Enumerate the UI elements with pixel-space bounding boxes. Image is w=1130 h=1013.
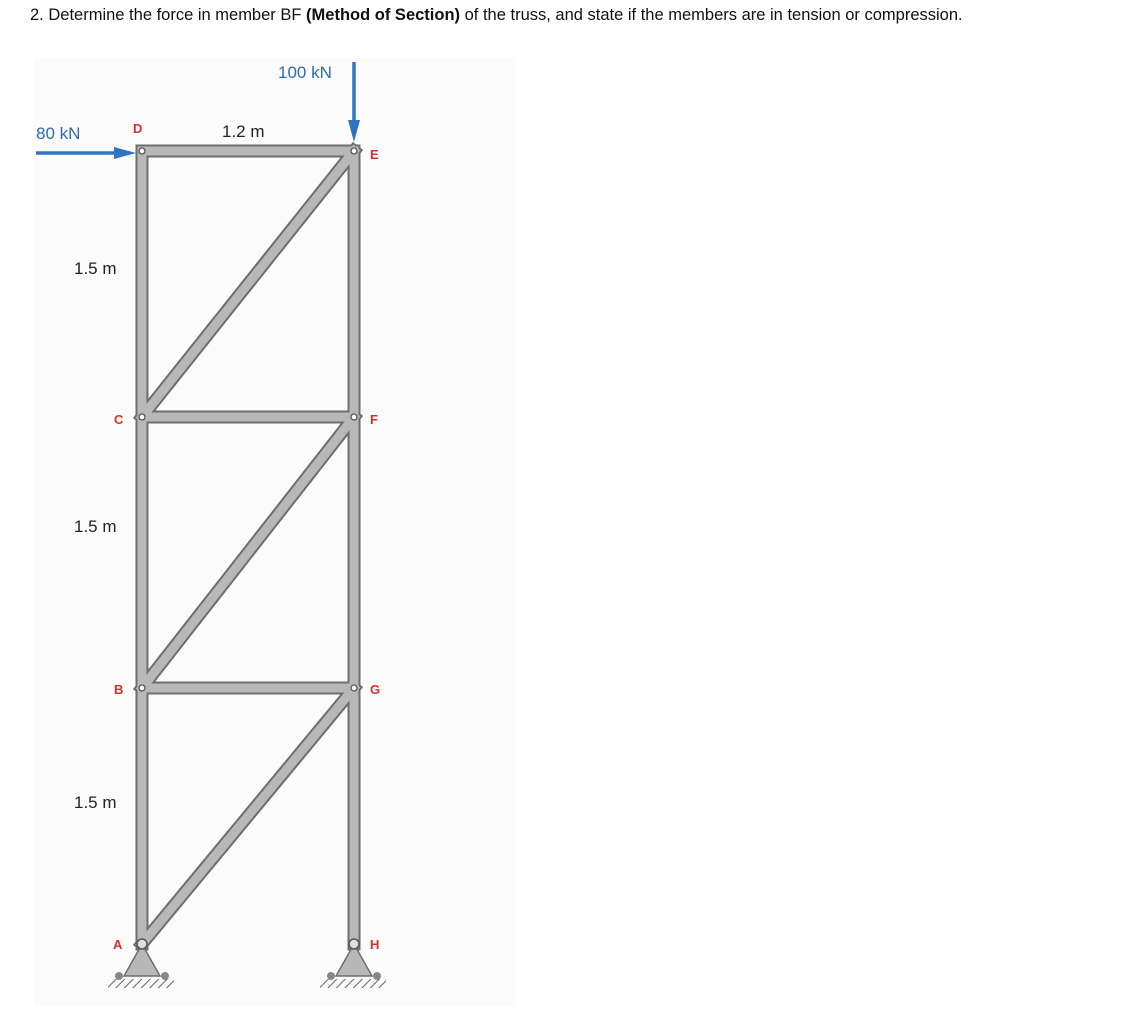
support-h-pin	[349, 939, 359, 949]
load-label-vertical: 100 kN	[278, 63, 332, 82]
joint-g	[351, 685, 357, 691]
support-h-foot-left	[327, 972, 335, 980]
node-label-e: E	[370, 147, 379, 162]
node-label-h: H	[370, 937, 380, 952]
dimension-panel-middle: 1.5 m	[74, 517, 117, 536]
load-label-horizontal: 80 kN	[36, 124, 81, 143]
joint-f	[351, 414, 357, 420]
dimension-panel-bottom: 1.5 m	[74, 793, 117, 812]
support-a-foot-left	[115, 972, 123, 980]
joint-d	[139, 148, 145, 154]
support-a-pin	[137, 939, 147, 949]
question-number: 2.	[30, 6, 44, 24]
support-a-foot-right	[161, 972, 169, 980]
joint-c	[139, 414, 145, 420]
joint-e	[351, 148, 357, 154]
node-label-g: G	[370, 682, 381, 697]
dimension-panel-top: 1.5 m	[74, 259, 117, 278]
node-label-b: B	[114, 682, 124, 697]
node-label-c: C	[114, 412, 124, 427]
support-h-foot-right	[373, 972, 381, 980]
support-a-ground	[108, 979, 174, 988]
question-text-after: of the truss, and state if the members are in tension or compression.	[464, 6, 963, 24]
node-label-a: A	[113, 937, 123, 952]
dimension-width: 1.2 m	[222, 122, 265, 141]
joint-b	[139, 685, 145, 691]
node-label-f: F	[370, 412, 378, 427]
question-text-before: Determine the force in member BF	[48, 6, 302, 24]
node-label-d: D	[133, 121, 143, 136]
support-h-ground	[320, 979, 386, 988]
question-method: (Method of Section)	[306, 6, 461, 24]
